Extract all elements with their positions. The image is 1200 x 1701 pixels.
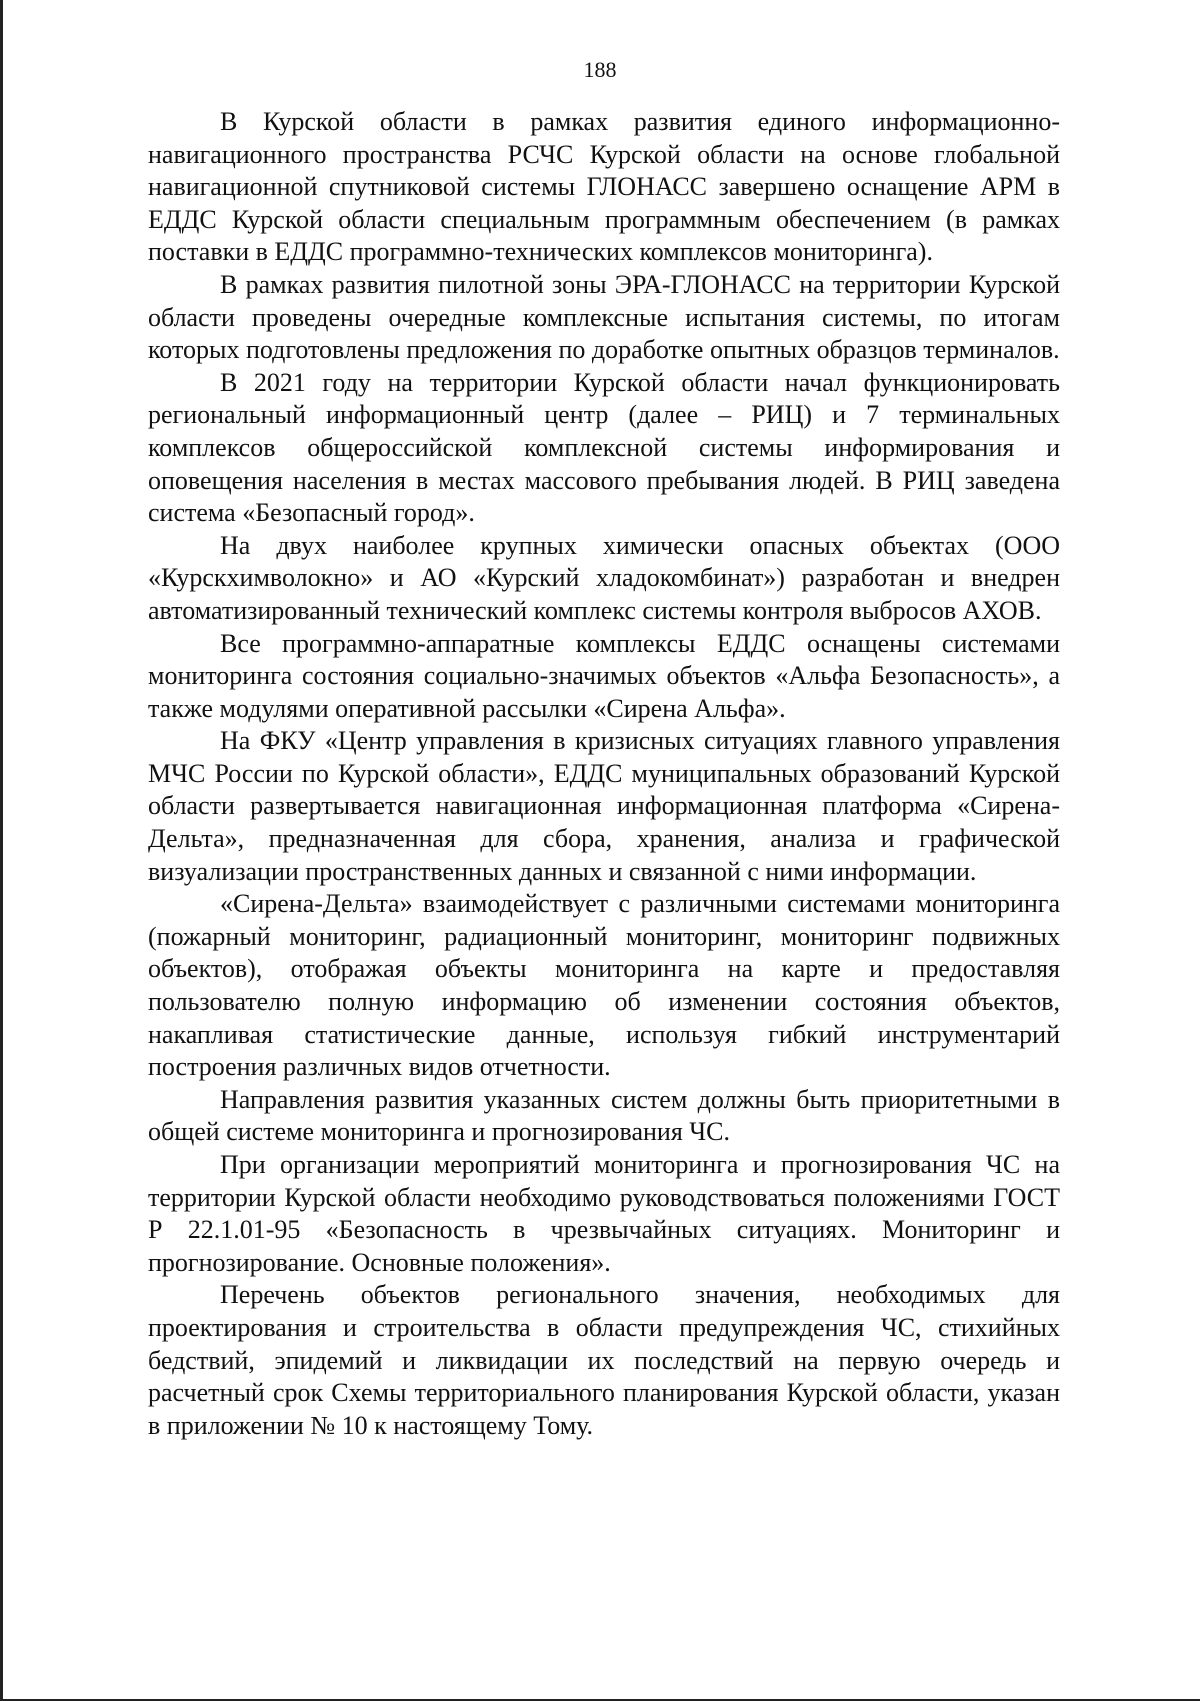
page-number: 188 (583, 57, 617, 82)
paragraph-era-glonass: В рамках развития пилотной зоны ЭРА-ГЛОНАСС на территории Курской области проведены очередные комплексные испытания системы, по итогам которых подготовлены предложения по доработке опытных образцов терминалов. (148, 269, 1060, 365)
paragraph-sirena-delta-platform: На ФКУ «Центр управления в кризисных ситуациях главного управления МЧС России по Курской области», ЕДДС муниципальных образований Курской области развертывается навигационная информационная платформа «Сирена-Дельта», предназначенная для сбора, хранения, анализа и графической визуализации пространственных данных и связанной с ними информации. (148, 726, 1060, 886)
document-body (148, 106, 1060, 1442)
paragraph-sirena-delta-interaction: «Сирена-Дельта» взаимодействует с различными системами мониторинга (пожарный мониторинг, радиационный мониторинг, мониторинг подвижных объектов), отображая объекты мониторинга на карте и предоставляя пользователю полную информацию об изменении состояния объектов, накапливая статистические данные, используя гибкий инструментарий построения различных видов отчетности. (148, 889, 1060, 1082)
paragraph-chemical-objects: На двух наиболее крупных химически опасных объектах (ООО «Курскхимволокно» и АО «Курский хладокомбинат») разработан и внедрен автоматизированный технический комплекс системы контроля выбросов АХОВ. (148, 530, 1060, 625)
paragraph-development-priorities: Направления развития указанных систем должны быть приоритетными в общей системе мониторинга и прогнозирования ЧС. (148, 1084, 1060, 1147)
paragraph-gost-requirements: При организации мероприятий мониторинга и прогнозирования ЧС на территории Курской области необходимо руководствоваться положениями ГОСТ Р 22.1.01-95 «Безопасность в чрезвычайных ситуациях. Мониторинг и прогнозирование. Основные положения». (148, 1150, 1060, 1277)
paragraph-ric: В 2021 году на территории Курской области начал функционировать региональный информационный центр (далее – РИЦ) и 7 терминальных комплексов общероссийской комплексной системы информирования и оповещения населения в местах массового пребывания людей. В РИЦ заведена система «Безопасный город». (148, 367, 1060, 528)
paragraph-glonass-equipment: В Курской области в рамках развития единого информационно-навигационного пространства РСЧС Курской области на основе глобальной навигационной спутниковой системы ГЛОНАСС завершено оснащение АРМ в ЕДДС Курской области специальным программным обеспечением (в рамках поставки в ЕДДС программно-технических комплексов мониторинга). (148, 107, 1060, 267)
paragraph-alfa-systems: Все программно-аппаратные комплексы ЕДДС оснащены системами мониторинга состояния социально-значимых объектов «Альфа Безопасность», а также модулями оперативной рассылки «Сирена Альфа». (148, 628, 1060, 723)
scan-edge-left (0, 0, 3, 1701)
paragraph-objects-list: Перечень объектов регионального значения, необходимых для проектирования и строительства в области предупреждения ЧС, стихийных бедствий, эпидемий и ликвидации их последствий на первую очередь и расчетный срок Схемы территориального планирования Курской области, указан в приложении № 10 к настоящему Тому. (148, 1280, 1060, 1440)
